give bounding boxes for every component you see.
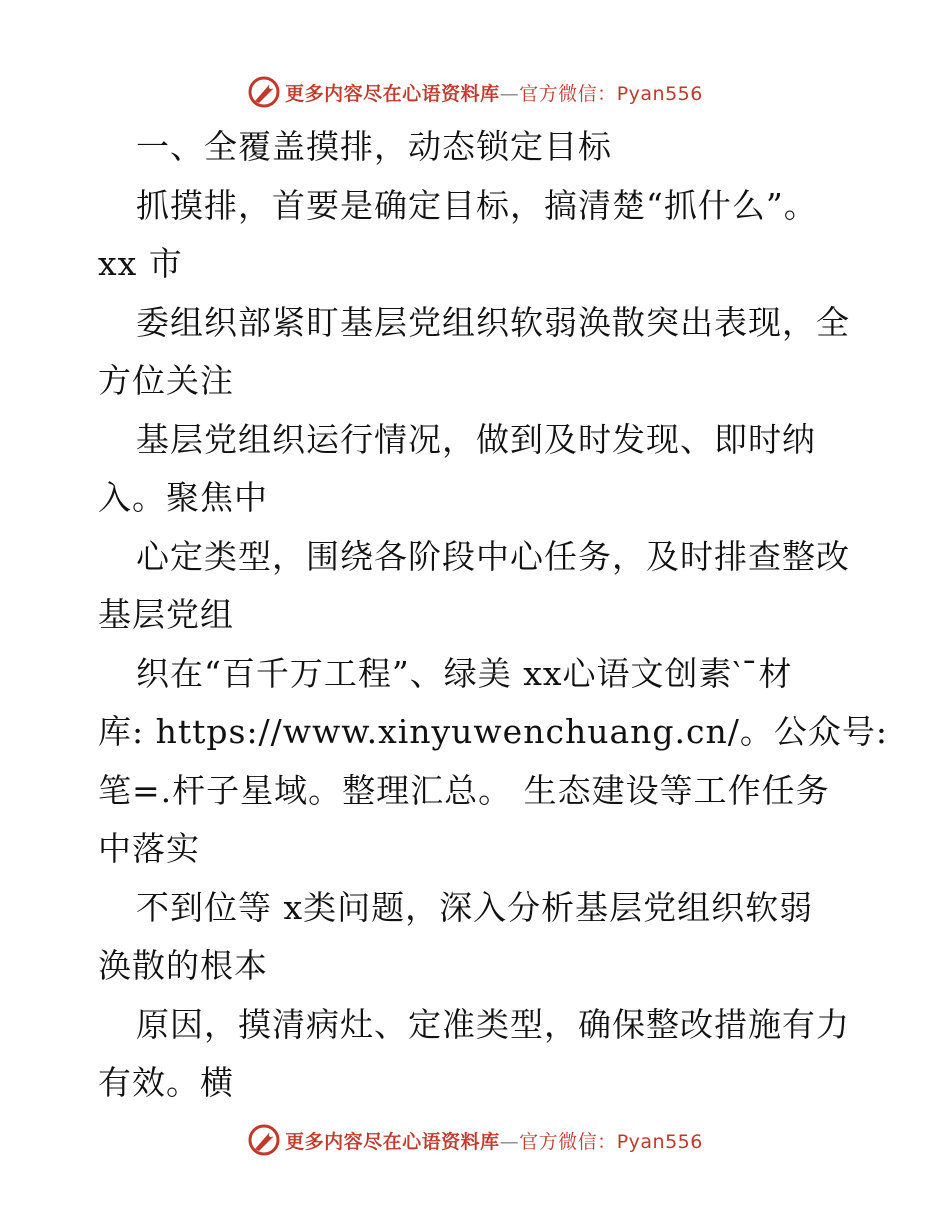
text-line: 笔=.杆子星域。整理汇总。 生态建设等工作任务 [98, 770, 830, 810]
text-line: 不到位等 x类问题，深入分析基层党组织软弱 [136, 887, 814, 927]
text-line: xx 市 [98, 244, 183, 283]
text-line: 委组织部紧盯基层党组织软弱涣散突出表现，全 [136, 302, 850, 342]
document-body [98, 118, 888, 1113]
text-line: 基层党组织运行情况，做到及时发现、即时纳 [136, 419, 816, 459]
text-line: 方位关注 [98, 361, 234, 400]
watermark-text: 更多内容尽在心语资料库—官方微信：Pyan556 [285, 82, 703, 105]
header-watermark [0, 72, 950, 112]
watermark-text: 更多内容尽在心语资料库—官方微信：Pyan556 [285, 1130, 703, 1153]
text-line: 涣散的根本 [98, 946, 268, 985]
text-line: 抓摸排，首要是确定目标，搞清楚“抓什么”。 [136, 185, 818, 225]
text-line: 一、全覆盖摸排，动态锁定目标 [136, 127, 612, 166]
text-line: 入。聚焦中 [98, 478, 268, 517]
text-line: 基层党组 [98, 595, 234, 634]
pen-nib-logo-icon [247, 1123, 281, 1157]
text-line: 织在“百千万工程”、绿美 xx心语文创素‵¯材 [136, 653, 793, 693]
footer-watermark [0, 1120, 950, 1160]
text-line: 心定类型，围绕各阶段中心任务，及时排查整改 [136, 536, 850, 576]
text-line: 中落实 [98, 829, 200, 868]
text-line: 库: https://www.xinyuwenchuang.cn/。公众号: [98, 712, 888, 751]
pen-nib-logo-icon [247, 75, 281, 109]
text-line: 有效。横 [98, 1063, 234, 1102]
text-line: 原因，摸清病灶、定准类型，确保整改措施有力 [136, 1004, 850, 1044]
